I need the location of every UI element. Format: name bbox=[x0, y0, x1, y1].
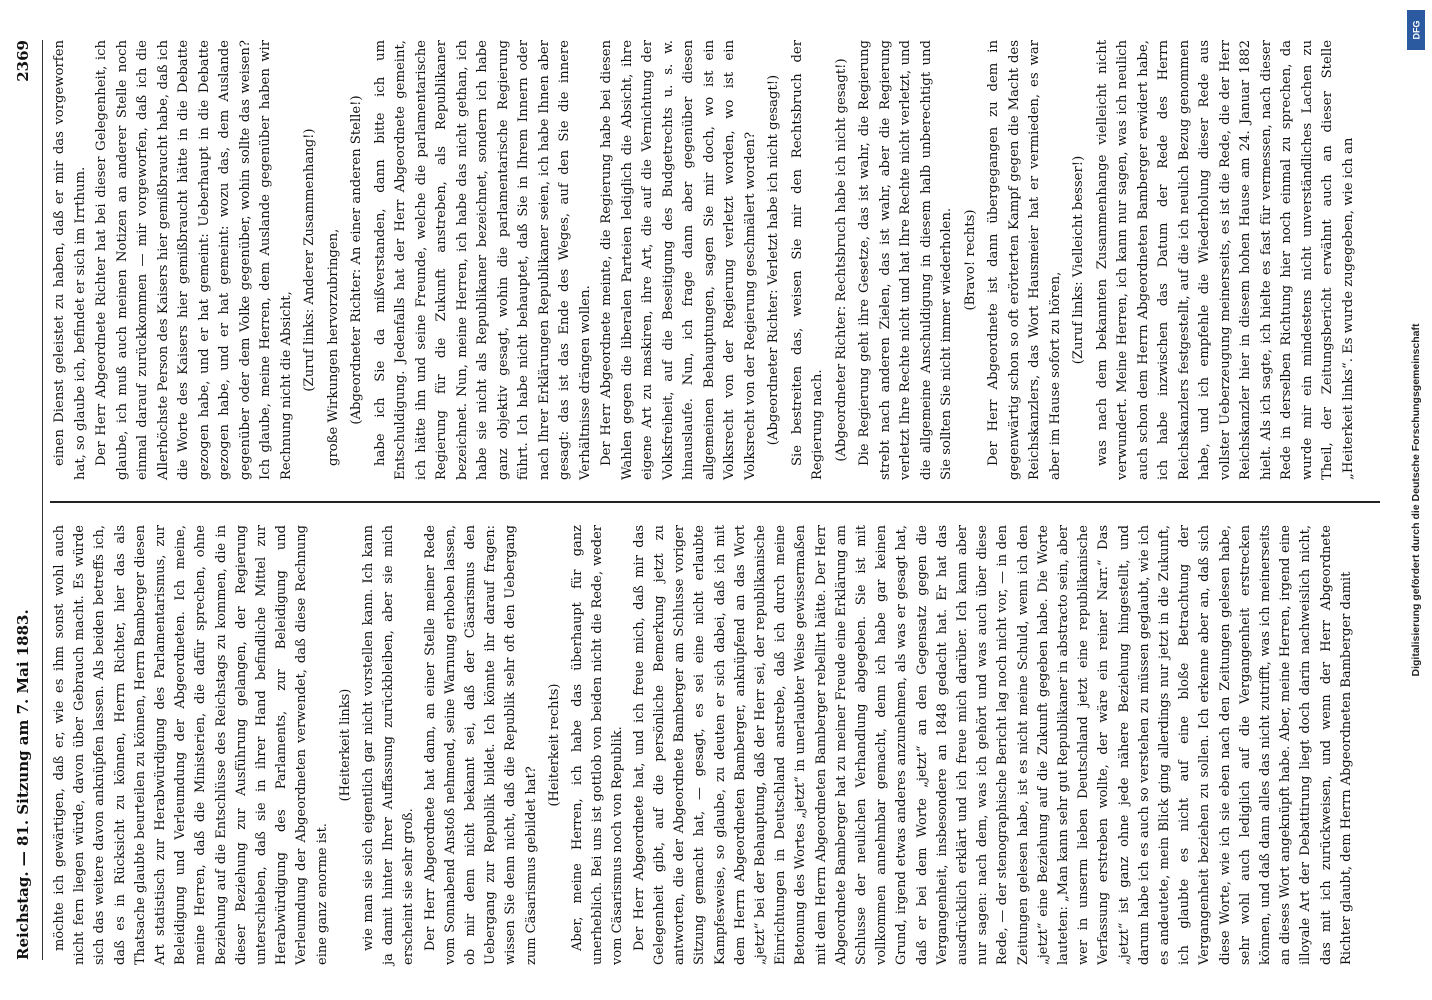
credit-text: Digitalisierung gefördert durch die Deutsche Forschungsgemeinschaft bbox=[1410, 323, 1422, 677]
annotation: (Abgeordneter Richter: An einer anderen Stelle!) bbox=[349, 95, 364, 425]
annotation: (Heiterkeit rechts) bbox=[546, 683, 562, 807]
annotation: (Abgeordneter Richter: Rechtsbruch habe ich nicht gesagt!) bbox=[833, 58, 849, 462]
header-title: Reichstag. — 81. Sitzung am 7. Mai 1883. bbox=[14, 609, 32, 960]
paragraph: große Wirkungen hervorzubringen, bbox=[325, 228, 341, 466]
page-header bbox=[14, 30, 38, 970]
paragraph: habe ich Sie da mißverstanden, dann bitte ich um Entschuldigung. Jedenfalls hat der Herr Abgeordnete gemeint, ich hätte ihn und seine Freunde, welche die parlamentarische Regierung für die Zukunft anstreben, als Republikaner bezeichnet. Nun, meine Herren, ich habe das nicht gethan, ich habe sie nicht als Republikaner bezeichnet, sondern ich habe ganz objektiv gesagt, wohin die parlamentarische Regierung führt. Ich habe nicht behauptet, daß Sie in Ihrem Innern oder nach Ihrer Erklärungen Republikaner seien, ich habe Ihnen aber gesagt: das ist das Ende des Weges, auf den Sie die innere Verhältnisse drängen wollen. bbox=[372, 40, 593, 480]
column-right bbox=[50, 40, 1360, 480]
column-separator bbox=[50, 501, 1380, 503]
page-number: 2369 bbox=[14, 40, 32, 82]
annotation: (Zuruf links: Anderer Zusammenhang!) bbox=[302, 128, 317, 392]
paragraph: Die Regierung geht ihre Gesetze, das ist wahr, die Regierung strebt nach anderen Zielen, das ist wahr, aber die Regierung verletzt Ihre Rechte nicht und hat Ihre Rechte nicht verletzt, und die allgemeine Anschuldigung in diesem halb unberechtigt und Sie sollten Sie nicht immer wiederholen. bbox=[857, 40, 954, 480]
annotation: (Heiterkeit links) bbox=[337, 688, 353, 802]
paragraph: Der Herr Abgeordnete hat, und ich freue mich, daß mir das Gelegenheit gibt, auf die persönliche Bemerkung jetzt zu antworten, die der Abgeordnete Bamberger am Schlusse voriger Sitzung gemacht hat, — gesagt, es sei eine nicht erlaubte Kampfesweise, so glaube, zu deuten er sich dabei, daß ich mit dem Herrn Abgeordneten Bamberger, anknüpfend an das Wort „jetzt“ bei der Behauptung, daß der Herr sei, der republikanische Einrichtungen in Deutschland anstrebe, daß ich durch meine Betonung des Wortes „jetzt“ in unerlaubter Weise gewissermaßen mit dem Herrn Abgeordneten Bamberger rebellirt hätte. Der Herr Abgeordnete Bamberger hat zu meiner Freude eine Erklärung am Schlusse der neulichen Verhandlung abgegeben. Sie ist mit vollkommen annehmbar gemacht, denn ich habe gar keinen Grund, irgend etwas anderes anzunehmen, als was er gesagt hat, daß er bei dem Worte „jetzt“ an den Gegensatz gegen die Vergangenheit, insbesondere an 1848 gedacht hat. Er hat das ausdrücklich erklärt und ich freue mich darüber. Ich kann aber nur sagen: nach dem, was ich gehört und was auch über diese Rede, — der stenographische Bericht lag noch nicht vor, — in den Zeitungen gelesen habe, ist es nicht meine Schuld, wenn ich den „jetzt“ eine Beziehung auf die Zukunft gegeben habe. Die Worte lauteten: „Man kann sehr gut Republikaner in abstracto sein, aber wer in unserm lieben Deutschland jetzt eine republikanische Verfassung erstreben wollte, der wäre ein reiner Narr.“ Das „jetzt“ ist ganz ohne jede nähere Beziehung hingestellt, und darum habe ich es auch so verstehen zu müssen geglaubt, wie ich es andeutete, mein Blick ging allerdings nur jetzt in die Zukunft, ich glaubte es nicht auf eine bloße Betrachtung der Vergangenheit beziehen zu sollen. Ich erkenne aber an, daß sich diese Worte, wie ich sie eben nach den Zeitungen gelesen habe, sehr wohl auch lediglich auf die Vergangenheit erstrecken können, und daß dann alles das nicht zutrifft, was ich meinerseits an dieses Wort angeknüpft habe. Aber, meine Herren, irgend eine illoyale Art der Debattirung liegt doch darin nachweislich nicht, das mit ich zurückweisen, und wenn der Herr Abgeordnete Richter glaubt, dem Herrn Abgeordneten Bamberger damit bbox=[631, 525, 1354, 965]
column-left bbox=[50, 525, 1358, 965]
paragraph: wie man sie sich eigentlich gar nicht vorstellen kann. Ich kann ja damit hinter Ihrer Auffassung zurückbleiben, aber sie mich erscheint sie sehr groß. bbox=[361, 525, 417, 965]
paragraph: Sie bestreiten das, weisen Sie mir den Rechtsbruch der Regierung nach. bbox=[789, 40, 825, 480]
paragraph: Der Herr Abgeordnete meinte, die Regierung habe bei diesen Wahlen gegen die liberalen Parteien lediglich die Absicht, ihre eigene Art zu maskiren, ihre Art, die auf die Vernichtung der Volksfreiheit, auf die Beseitigung des Budgetrechts u. s. w. hinauslaufe. Nun, ich frage dann aber gegenüber diesen allgemeinen Behauptungen, sagen Sie mir doch, wo ist ein Volksrecht von der Regierung verletzt worden, wo ist ein Volksrecht von der Regierung geschmälert worden? bbox=[599, 40, 758, 480]
annotation: (Bravo! rechts) bbox=[962, 209, 978, 311]
digitization-credit bbox=[1404, 4, 1428, 996]
paragraph: Der Herr Abgeordnete hat dann, an einer Stelle meiner Rede vom Sonnabend Anstoß nehmend, seine Warnung erhoben lassen, ob mir denn nicht bekannt sei, daß der Cäsarismus den Uebergang zur Republik bildet. Ich könnte ihr darauf fragen: wissen Sie denn nicht, daß die Republik sehr oft den Uebergang zum Cäsarismus gebildet hat? bbox=[422, 525, 539, 965]
paragraph: Der Herr Abgeordnete Richter hat bei dieser Gelegenheit, ich glaube, ich muß auch meinen Notizen an anderer Stelle noch einmal darauf zurückkommen — mir vorgeworfen, daß ich die Allerhöchste Person des Kaisers hier gemißbraucht habe, daß ich die Worte des Kaisers hier gemißbraucht hätte in die Debatte gezogen habe, und er hat gemeint: Ueberhaupt in die Debatte gezogen habe, und er hat gemeint: wozu das, dem Auslande gegenüber oder dem Volke gegenüber, wohin sollte das weisen? Ich glaube, meine Herren, dem Auslande gegenüber haben wir Rechnung nicht die Absicht, bbox=[94, 40, 294, 480]
annotation: (Zuruf links: Vielleicht besser!) bbox=[1071, 155, 1086, 365]
paragraph: was nach dem bekannten Zusammenhange vielleicht nicht verwundert. Meine Herren, ich kann nur sagen, was ich neulich auch schon dem Herrn Abgeordneten Bamberger erwidert habe, ich habe inzwischen das Datum der Rede des Herrn Reichskanzlers festgestellt, auf die ich neulich Bezug genommen habe, und ich empfehle die Wiederholung dieser Rede aus vollster Ueberzeugung meinerseits, es ist die Rede, die der Herr Reichskanzler hier in diesem hohen Hause am 24. Januar 1882 hielt. Als ich sagte, ich hielte es fast für vermessen, nach dieser Rede in derselben Richtung hier noch einmal zu sprechen, da wurde mir ein mindestens nicht unverständliches Lachen zu Theil, der Zeitungsbericht erwähnt auch an dieser Stelle „Heiterkeit links“. Es wurde zugegeben, wie ich an bbox=[1094, 40, 1356, 480]
paragraph: Aber, meine Herren, ich habe das überhaupt für ganz unerheblich. Bei uns ist gottlob von beiden nicht die Rede, weder vom Cäsarismus noch von Republik. bbox=[570, 525, 626, 965]
header-rule bbox=[42, 40, 43, 960]
paragraph: möchte ich gewärtigen, daß er, wie es ihm sonst wohl auch nicht fern liegen würde, davon über Gebrauch macht. Es würde sich das weitere davon anknüpfen lassen. Als beiden betreffs ich, daß es in Rücksicht zu können, Herrn Richter, hier das als Thatsache glaubte beurteilen zu können, Herrn Bamberger diesen Art statistisch zur Herabwürdigung des Parlamentarismus, zur Beleidigung und Verleumdung der Abgeordneten. Ich meine, meine Herren, daß die Ministerien, die dafür sprechen, ohne Beziehung auf die Entschlüsse des Reichstags zu kommen, die in dieser Beziehung zur Ausführung gelangen, der Regierung unterschieben, daß sie in ihrer Hand befindliche Mittel zur Herabwürdigung des Parlaments, zur Beleidigung und Verleumdung der Abgeordneten verwendet, daß diese Rechnung eine ganz enorme ist. bbox=[52, 525, 330, 965]
paragraph: einen Dienst geleistet zu haben, daß er mir das vorgeworfen hat, so glaube ich, befindet er sich im Irrthum. bbox=[52, 40, 88, 480]
dfg-logo: DFG bbox=[1407, 10, 1425, 50]
paragraph: Der Herr Abgeordnete ist dann übergegangen zu dem in gegenwärtig schon so oft erörterten Kampf gegen die Macht des Reichskanzlers, das Wort Hausmeier hat er vermieden, es war aber im Hause sofort zu hören, bbox=[986, 40, 1063, 480]
annotation: (Abgeordneter Richter: Verletzt habe ich nicht gesagt!) bbox=[766, 74, 781, 446]
